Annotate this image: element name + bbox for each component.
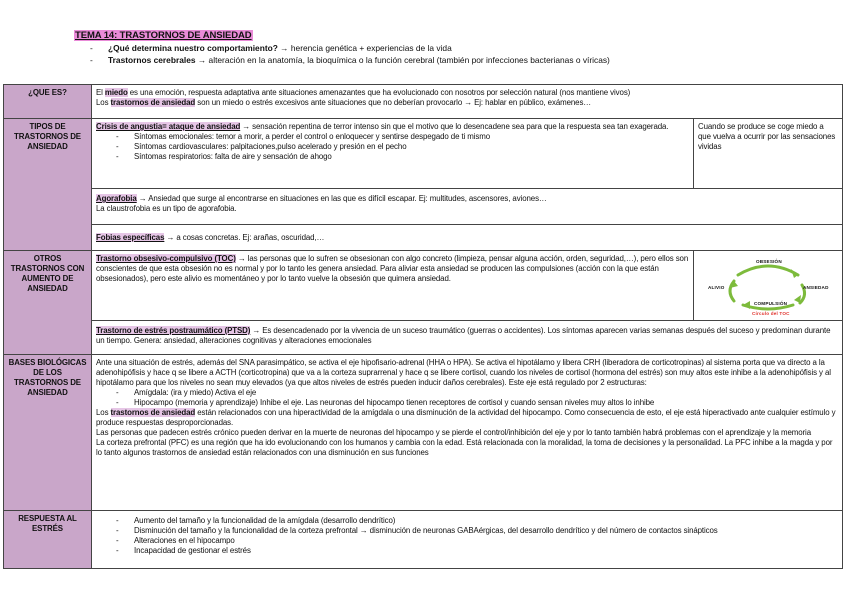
text: → a cosas concretas. Ej: arañas, oscuridad,… (164, 232, 325, 242)
list-item: - Incapacidad de gestionar el estrés (96, 546, 838, 556)
crisis-heading (96, 122, 689, 132)
page-title: TEMA 14: TRASTORNOS DE ANSIEDAD (75, 30, 252, 41)
list-item: - Síntomas respiratorios: falta de aire y sensación de ahogo (96, 152, 689, 162)
bases-structures (96, 388, 838, 408)
text: → Ansiedad que surge al encontrarse en situaciones en las que es difícil escapar. Ej: multitudes, ascensores, aviones… (136, 194, 547, 203)
agorafobia-content (92, 189, 843, 225)
toc-cycle-diagram (708, 255, 828, 317)
list-item: - Hipocampo (memoria y aprendizaje) Inhibe el eje. Las neuronas del hipocampo tienen receptores de cortisol y cuando sensan niveles muy altos lo inhibe (96, 398, 838, 408)
row-label-que-es: ¿QUE ES? (4, 85, 92, 119)
diagram-caption: Círculo del TOC (752, 310, 790, 316)
list-item: - Aumento del tamaño y la funcionalidad de la amígdala (desarrollo dendrítico) (96, 516, 838, 526)
diagram-label-bottom: COMPULSIÓN (754, 300, 788, 306)
crisis-note: Cuando se produce se coge miedo a que vuelva a ocurrir por las sensaciones vividas (694, 119, 843, 189)
list-item: - Disminución del tamaño y la funcionalidad de la corteza prefrontal → disminución de neuronas GABAérgicas, del desarrollo dendrítico y del número de contactos sinápticos (96, 526, 838, 536)
row-respuesta (4, 511, 843, 569)
list-item: - Síntomas cardiovasculares: palpitaciones,pulso acelerado y presión en el pecho (96, 142, 689, 152)
row-agorafobia (4, 189, 843, 225)
respuesta-list (96, 516, 838, 556)
crisis-content (92, 119, 694, 189)
arrow-head (794, 295, 801, 303)
row-label-tipos: TIPOS DE TRASTORNOS DE ANSIEDAD (4, 119, 92, 251)
que-es-content (92, 85, 843, 119)
row-label-bases: BASES BIOLÓGICAS DE LOS TRASTORNOS DE ANSIEDAD (4, 355, 92, 511)
que-es-line-2 (96, 98, 838, 108)
list-item: - Síntomas emocionales: temor a morir, a perder el control o enloquecer y sentirse despegado de ti mismo (96, 132, 689, 142)
agorafobia-line-2: La claustrofobia es un tipo de agorafobia. (96, 204, 237, 213)
row-ptsd (4, 321, 843, 355)
bases-content (92, 355, 843, 511)
text: están relacionados con una hiperactividad de la amígdala o una disminución de la actividad del hipocampo. Como consecuencia de esto, el eje está hiperactivado ante cualquier estímulo y produce respuestas desproporcionadas. (96, 408, 836, 427)
intro-item (90, 54, 610, 66)
diagram-label-left: ALIVIO (708, 284, 725, 290)
text: Los (96, 408, 111, 417)
row-crisis (4, 119, 843, 189)
fobias-content (92, 225, 843, 251)
bases-paragraph-4: La corteza prefrontal (PFC) es una región que ha ido evolucionando con los humanos y cambia con la edad. Está relacionada con la moralidad, la toma de decisiones y la personalidad. La PFC inhibe a la magda y por lo tanto algunos trastornos de ansiedad están relacionados con una disminución en sus funciones (96, 438, 833, 457)
highlight-term: trastornos de ansiedad (110, 98, 196, 107)
row-fobias (4, 225, 843, 251)
row-bases (4, 355, 843, 511)
intro-item-text: → herencia genética + experiencias de la vida (277, 43, 452, 53)
diagram-label-top: OBSESIÓN (756, 258, 782, 264)
text: → sensación repentina de terror intenso sin que el motivo que lo desencadene sea para que la respuesta sea tan exagerada. (240, 122, 669, 131)
highlight-term: Trastorno de estrés postraumático (PTSD) (96, 326, 251, 335)
highlight-term: Crisis de angustia= ataque de ansiedad (96, 122, 241, 131)
row-label-otros: OTROS TRASTORNOS CON AUMENTO DE ANSIEDAD (4, 251, 92, 355)
bases-paragraph-2 (96, 408, 838, 428)
toc-content (92, 251, 694, 321)
list-item: - Amígdala: (ira y miedo) Activa el eje (96, 388, 838, 398)
highlight-term: Fobias específicas (96, 232, 165, 242)
text: → las personas que lo sufren se obsesionan con algo concreto (limpieza, pensar alguna acción, orden, seguridad,…), pero ellos son conscientes de que esta obsesión no es normal y por lo tanto les genera ansiedad. Para aliviar esta ansiedad se producen las compulsiones (acción con la que están obsesionados), pero este alivio es momentáneo y por lo tanto vuelve la obsesión que quimera ansiedad. (96, 254, 689, 283)
ptsd-content (92, 321, 843, 355)
text: Los (96, 98, 111, 107)
crisis-symptoms (96, 132, 689, 162)
highlight-term: Trastorno obsesivo-compulsivo (TOC) (96, 254, 236, 263)
text: son un miedo o estrés excesivos ante situaciones que no deberían provocarlo → Ej: hablar en público, exámenes… (195, 98, 592, 107)
row-que-es (4, 85, 843, 119)
summary-table (3, 84, 843, 569)
intro-item-bold: ¿Qué determina nuestro comportamiento? (108, 43, 278, 53)
highlight-term: miedo (104, 88, 128, 97)
bases-paragraph-3: Las personas que padecen estrés crónico pueden derivar en la muerte de neuronas del hipocampo y se pierde el control/inhibición del eje y por lo tanto también habrá problemas con el aprendizaje y la memoria (96, 428, 811, 437)
agorafobia-line-1 (96, 194, 838, 204)
intro-item (90, 42, 610, 54)
arrow-top (738, 266, 798, 275)
row-toc (4, 251, 843, 321)
bases-paragraph-1: Ante una situación de estrés, además del SNA parasimpático, se activa el eje hipofisario-adrenal (HHA o HPA). Se activa el hipotálamo y libera CRH (liberadora de corticotropinas) al sistema porta que va directo a la adenohipófisis y hace q se libere a ACTH (corticotropina) que va a la corteza suprarrenal y hace q se libere cortisol, cuando los niveles de cortisol (hormona del estrés) son muy altos este inhibe a la adenohipófisis y al hipotálamo para que los niveles no sean muy elevados (ya que altos niveles de estrés pueden inducir daños cerebrales). Este eje está regulado por 2 estructuras: (96, 358, 831, 387)
arrow-head (743, 301, 750, 309)
text: → Es desencadenado por la vivencia de un suceso traumático (guerras o accidentes). Los síntomas aparecen varias semanas después del suceso y predominan durante un tiempo. Genera: ansiedad, alteraciones cognitivas y alteraciones emocionales (96, 326, 831, 345)
text: es una emoción, respuesta adaptativa ante situaciones amenazantes que ha evolucionado con nosotros por selección natural (nos mantiene vivos) (127, 88, 631, 97)
respuesta-content (92, 511, 843, 569)
text: El (96, 88, 105, 97)
highlight-term: trastornos de ansiedad (110, 408, 196, 417)
intro-item-bold: Trastornos cerebrales (108, 55, 196, 65)
row-label-respuesta: RESPUESTA AL ESTRÉS (4, 511, 92, 569)
que-es-line-1 (96, 88, 838, 98)
intro-list (90, 42, 610, 66)
diagram-label-right: ANSIEDAD (803, 284, 829, 290)
highlight-term: Agorafobia (96, 194, 137, 203)
intro-item-text: → alteración en la anatomía, la bioquímica o la función cerebral (también por infecciones bacterianas o víricas) (195, 55, 610, 65)
list-item: - Alteraciones en el hipocampo (96, 536, 838, 546)
toc-diagram-cell (694, 251, 843, 321)
